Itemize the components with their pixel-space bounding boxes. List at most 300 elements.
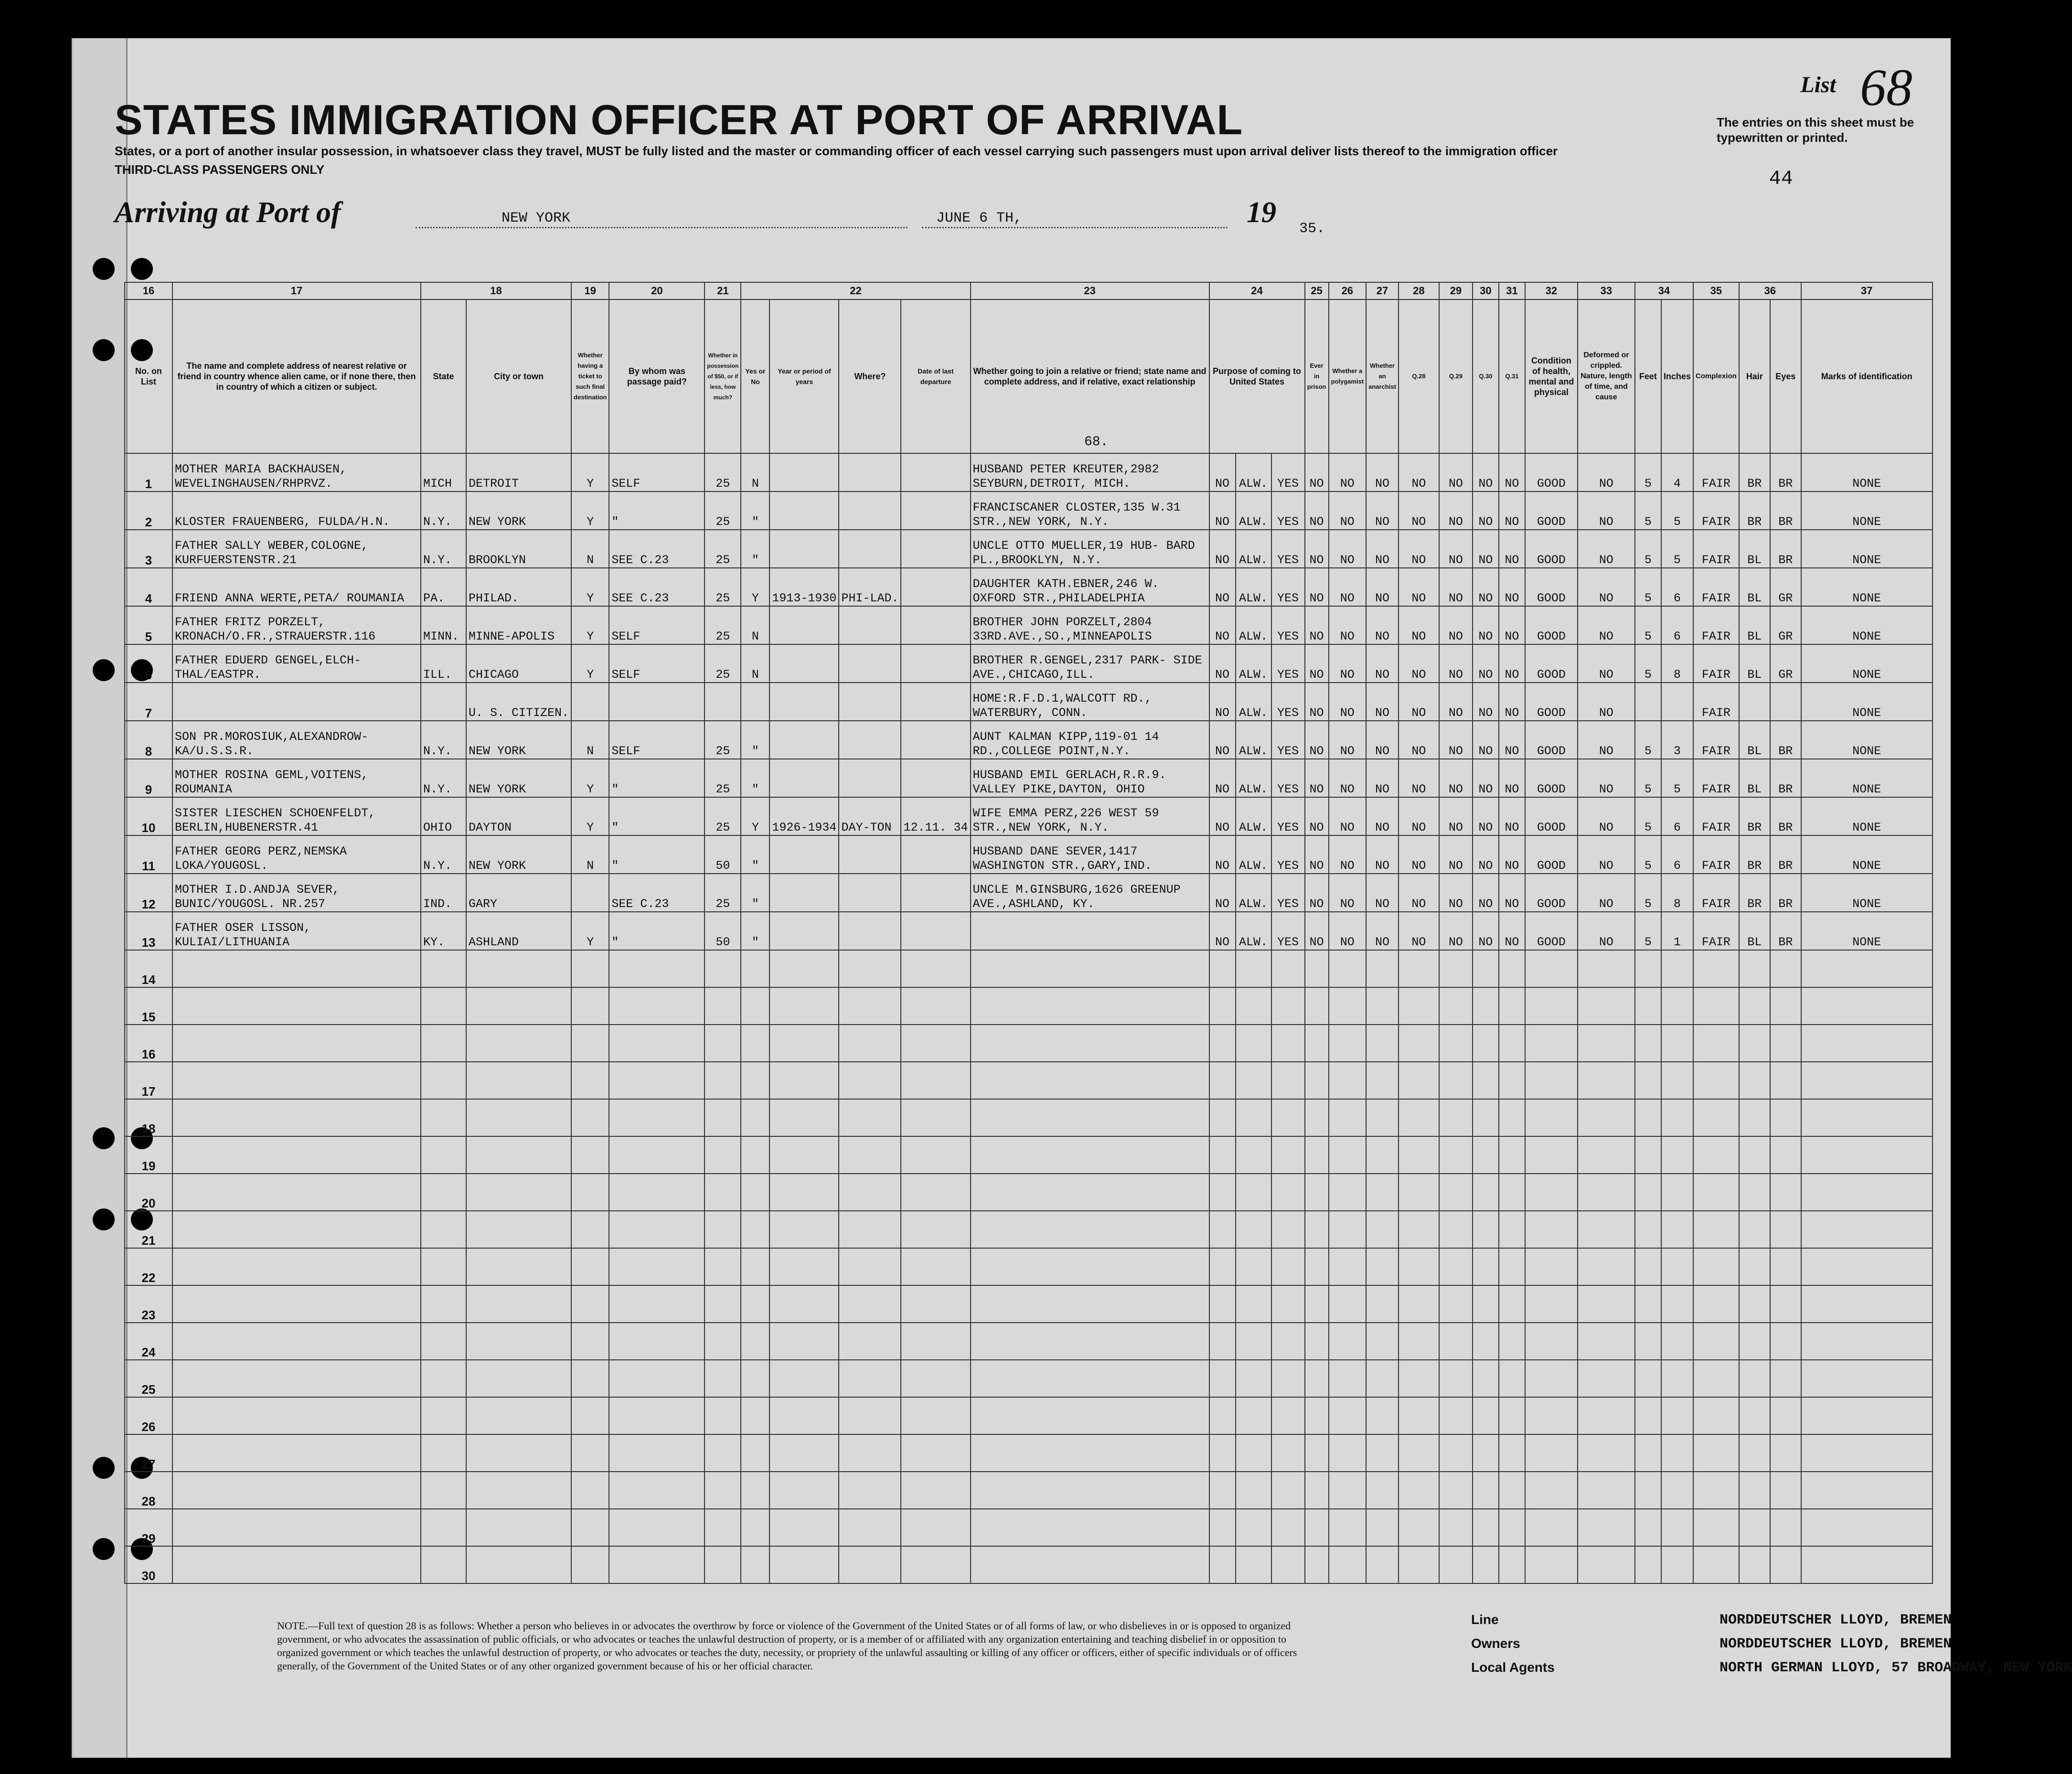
cell-yn: Y [741,797,769,835]
cell-deformed: NO [1578,759,1635,797]
cell-p2: ALW. [1236,530,1271,568]
cell-c25: NO [1305,874,1329,912]
cell-ticket: N [571,835,609,874]
table-row [125,874,1933,912]
cell-c29 [1439,1025,1473,1062]
cell-yn [741,950,769,987]
header-paid-by: By whom was passage paid? [609,299,705,453]
cell-health [1525,1472,1578,1509]
cell-eyes [1770,1211,1801,1248]
cell-paid: SEE C.23 [609,568,705,606]
cell-yn [741,683,769,721]
cell-p1 [1209,1025,1236,1062]
cell-c28: NO [1399,606,1439,644]
cell-money: 25 [705,530,741,568]
cell-money [705,1360,741,1397]
cell-where [839,530,901,568]
cell-ft: 5 [1635,721,1661,759]
cell-p1: NO [1209,835,1236,874]
cell-c26: NO [1329,835,1367,874]
cell-eyes: BR [1770,492,1801,530]
cell-ticket: Y [571,492,609,530]
cell-dep [901,606,970,644]
cell-c29 [1439,1062,1473,1099]
cell-c28 [1399,1025,1439,1062]
cell-ticket [571,987,609,1025]
cell-dep [901,1174,970,1211]
cell-p1: NO [1209,721,1236,759]
cell-period [769,1211,839,1248]
cell-c25: NO [1305,797,1329,835]
cell-paid [609,1136,705,1174]
cell-p3: YES [1271,721,1305,759]
cell-ticket [571,683,609,721]
cell-c26 [1329,950,1367,987]
cell-yn: " [741,530,769,568]
punch-hole [93,339,115,361]
cell-p3 [1271,1285,1305,1323]
cell-paid: " [609,835,705,874]
cell-c30 [1473,1285,1499,1323]
table-row [125,492,1933,530]
cell-in [1661,950,1693,987]
typewritten-note: The entries on this sheet must be typewritten or printed. [1717,115,1914,145]
cell-c25 [1305,1174,1329,1211]
cell-state [421,987,466,1025]
table-row [125,835,1933,874]
cell-comp [1693,987,1739,1025]
cell-deformed [1578,950,1635,987]
cell-where [839,721,901,759]
cell-eyes [1770,987,1801,1025]
cell-c26 [1329,1546,1367,1583]
cell-money [705,950,741,987]
cell-hair [1739,1360,1770,1397]
cell-yn [741,1360,769,1397]
cell-deformed [1578,1434,1635,1472]
cell-money [705,1285,741,1323]
cell-c31 [1499,1546,1525,1583]
cell-c31 [1499,1136,1525,1174]
cell-state: N.Y. [421,835,466,874]
cell-ticket: Y [571,912,609,950]
cell-ft [1635,950,1661,987]
cell-c29: NO [1439,759,1473,797]
cell-state: N.Y. [421,530,466,568]
cell-paid: SEE C.23 [609,530,705,568]
cell-ft: 5 [1635,874,1661,912]
cell-deformed [1578,1323,1635,1360]
cell-yn [741,1434,769,1472]
cell-c28 [1399,987,1439,1025]
cell-city: NEW YORK [466,492,571,530]
cell-c31 [1499,1025,1525,1062]
cell-comp [1693,1285,1739,1323]
cell-money [705,1211,741,1248]
col-number: 18 [421,282,571,299]
cell-marks [1801,1136,1933,1174]
cell-p3 [1271,1397,1305,1434]
cell-p3 [1271,950,1305,987]
cell-no: 6 [125,644,172,683]
table-row [125,606,1933,644]
cell-eyes [1770,1136,1801,1174]
cell-comp [1693,1248,1739,1285]
cell-marks [1801,1472,1933,1509]
date-field: JUNE 6 TH, [936,210,1023,226]
cell-c30: NO [1473,874,1499,912]
cell-comp [1693,1472,1739,1509]
cell-hair: BR [1739,453,1770,492]
cell-health [1525,1397,1578,1434]
cell-marks: NONE [1801,644,1933,683]
list-number: 68 [1860,58,1912,117]
cell-relative: FATHER OSER LISSON, KULIAI/LITHUANIA [172,912,421,950]
cell-no: 26 [125,1397,172,1434]
cell-c29: NO [1439,606,1473,644]
cell-c30 [1473,950,1499,987]
cell-join: BROTHER R.GENGEL,2317 PARK- SIDE AVE.,CHICAGO,ILL. [971,644,1209,683]
cell-comp: FAIR [1693,912,1739,950]
cell-c25 [1305,987,1329,1025]
cell-deformed [1578,1285,1635,1323]
cell-no: 10 [125,797,172,835]
cell-period [769,606,839,644]
cell-comp: FAIR [1693,797,1739,835]
cell-no: 28 [125,1472,172,1509]
cell-ft: 5 [1635,530,1661,568]
cell-eyes [1770,950,1801,987]
cell-p1 [1209,1434,1236,1472]
cell-money [705,1546,741,1583]
cell-c28: NO [1399,683,1439,721]
cell-deformed [1578,1174,1635,1211]
cell-c30: NO [1473,759,1499,797]
cell-ticket [571,1546,609,1583]
cell-c26 [1329,1434,1367,1472]
cell-c28: NO [1399,721,1439,759]
cell-health: GOOD [1525,568,1578,606]
cell-period [769,874,839,912]
cell-c27 [1366,1509,1399,1546]
cell-dep [901,453,970,492]
table-row [125,1434,1933,1472]
cell-c25: NO [1305,530,1329,568]
cell-ticket [571,1434,609,1472]
cell-c29: NO [1439,874,1473,912]
cell-deformed: NO [1578,721,1635,759]
cell-c30: NO [1473,835,1499,874]
cell-dep [901,1211,970,1248]
cell-city [466,1360,571,1397]
cell-yn: N [741,606,769,644]
cell-marks: NONE [1801,606,1933,644]
cell-p2 [1236,1434,1271,1472]
cell-c27 [1366,1174,1399,1211]
cell-comp [1693,1323,1739,1360]
col-number: 26 [1329,282,1367,299]
cell-in: 6 [1661,606,1693,644]
cell-c26: NO [1329,759,1367,797]
table-row [125,1546,1933,1583]
cell-c27 [1366,1546,1399,1583]
cell-join [971,1025,1209,1062]
cell-join: UNCLE M.GINSBURG,1626 GREENUP AVE.,ASHLAND, KY. [971,874,1209,912]
cell-where [839,1472,901,1509]
col-number: 37 [1801,282,1933,299]
col-number: 16 [125,282,172,299]
cell-where [839,1323,901,1360]
cell-c25: NO [1305,683,1329,721]
cell-relative: KLOSTER FRAUENBERG, FULDA/H.N. [172,492,421,530]
cell-marks [1801,987,1933,1025]
cell-join: WIFE EMMA PERZ,226 WEST 59 STR.,NEW YORK, N.Y. [971,797,1209,835]
cell-paid: " [609,797,705,835]
cell-period [769,1248,839,1285]
cell-p1 [1209,1360,1236,1397]
col-number: 31 [1499,282,1525,299]
cell-eyes: BR [1770,453,1801,492]
cell-p2: ALW. [1236,759,1271,797]
cell-eyes [1770,683,1801,721]
cell-c27 [1366,1323,1399,1360]
cell-money [705,683,741,721]
cell-c30: NO [1473,797,1499,835]
cell-dep [901,950,970,987]
cell-c25 [1305,1025,1329,1062]
cell-marks [1801,1211,1933,1248]
cell-in [1661,1546,1693,1583]
cell-in [1661,1174,1693,1211]
cell-c26: NO [1329,797,1367,835]
cell-eyes [1770,1025,1801,1062]
cell-p2: ALW. [1236,492,1271,530]
cell-in [1661,1509,1693,1546]
cell-comp [1693,950,1739,987]
cell-c29: NO [1439,912,1473,950]
cell-in [1661,1397,1693,1434]
header-hair: Hair [1739,299,1770,453]
table-row [125,1099,1933,1136]
header-joining: Whether going to join a relative or friend; state name and complete address, and if relative, exact relationship [971,299,1209,453]
cell-marks: NONE [1801,759,1933,797]
cell-dep [901,1062,970,1099]
cell-c29 [1439,987,1473,1025]
column-header-row [125,299,1933,453]
cell-hair [1739,683,1770,721]
cell-eyes: BR [1770,835,1801,874]
cell-period [769,1285,839,1323]
cell-deformed: NO [1578,453,1635,492]
arriving-label: Arriving at Port of [115,196,341,229]
cell-c25 [1305,1323,1329,1360]
cell-where [839,606,901,644]
cell-yn [741,1062,769,1099]
cell-hair [1739,1062,1770,1099]
cell-c27 [1366,1360,1399,1397]
cell-c27 [1366,987,1399,1025]
cell-where [839,1174,901,1211]
cell-marks: NONE [1801,568,1933,606]
cell-city: U. S. CITIZEN. [466,683,571,721]
cell-where [839,1136,901,1174]
cell-p3: YES [1271,797,1305,835]
cell-money [705,987,741,1025]
cell-p2 [1236,1472,1271,1509]
cell-c31: NO [1499,492,1525,530]
header-where: Where? [839,299,901,453]
cell-join [971,1099,1209,1136]
cell-comp [1693,1136,1739,1174]
cell-in [1661,1248,1693,1285]
cell-join [971,912,1209,950]
cell-eyes [1770,1509,1801,1546]
cell-health [1525,987,1578,1025]
cell-money [705,1248,741,1285]
cell-c27: NO [1366,759,1399,797]
cell-state: OHIO [421,797,466,835]
cell-c25: NO [1305,606,1329,644]
cell-c26 [1329,1025,1367,1062]
cell-state [421,1211,466,1248]
cell-no: 15 [125,987,172,1025]
cell-c29 [1439,1434,1473,1472]
cell-comp: FAIR [1693,568,1739,606]
cell-period [769,1472,839,1509]
line-label: Line [1471,1612,1499,1627]
cell-where [839,1285,901,1323]
cell-dep [901,874,970,912]
cell-deformed: NO [1578,683,1635,721]
cell-dep [901,530,970,568]
cell-join: UNCLE OTTO MUELLER,19 HUB- BARD PL.,BROOKLYN, N.Y. [971,530,1209,568]
cell-c25 [1305,1509,1329,1546]
cell-no: 5 [125,606,172,644]
cell-state [421,1062,466,1099]
cell-city [466,1546,571,1583]
cell-relative [172,1434,421,1472]
cell-ticket [571,1285,609,1323]
cell-c28 [1399,1434,1439,1472]
cell-c30 [1473,1136,1499,1174]
cell-c30 [1473,1099,1499,1136]
cell-p3: YES [1271,835,1305,874]
cell-p2 [1236,1136,1271,1174]
cell-in: 5 [1661,530,1693,568]
cell-c28: NO [1399,874,1439,912]
cell-relative [172,683,421,721]
cell-p1 [1209,1099,1236,1136]
cell-period [769,1099,839,1136]
cell-deformed [1578,1248,1635,1285]
cell-c31 [1499,1509,1525,1546]
cell-health [1525,1174,1578,1211]
header-prison: Ever in prison [1305,299,1329,453]
cell-join: HUSBAND PETER KREUTER,2982 SEYBURN,DETROIT, MICH. [971,453,1209,492]
cell-yn [741,1099,769,1136]
cell-in: 6 [1661,797,1693,835]
cell-p1 [1209,1248,1236,1285]
header-polygamist: Whether a polygamist [1329,299,1367,453]
cell-state: N.Y. [421,492,466,530]
cell-dep [901,912,970,950]
cell-period [769,1174,839,1211]
table-row [125,644,1933,683]
cell-c26: NO [1329,568,1367,606]
cell-p3: YES [1271,606,1305,644]
col-number: 32 [1525,282,1578,299]
cell-state [421,1248,466,1285]
cell-paid [609,1211,705,1248]
cell-city [466,1136,571,1174]
cell-dep [901,683,970,721]
cell-city: MINNE-APOLIS [466,606,571,644]
cell-relative [172,1360,421,1397]
cell-health [1525,950,1578,987]
cell-period: 1926-1934 [769,797,839,835]
manifest-table [124,282,1933,1584]
cell-p3: YES [1271,644,1305,683]
cell-paid: " [609,492,705,530]
cell-dep [901,568,970,606]
cell-p2 [1236,1174,1271,1211]
join-heading-number: 68. [1084,435,1109,449]
cell-paid: SELF [609,721,705,759]
cell-c31: NO [1499,568,1525,606]
cell-c31: NO [1499,874,1525,912]
cell-c26 [1329,1472,1367,1509]
cell-p2 [1236,1397,1271,1434]
cell-no: 18 [125,1099,172,1136]
cell-c26 [1329,1323,1367,1360]
cell-c30: NO [1473,912,1499,950]
cell-c27 [1366,1211,1399,1248]
cell-c27 [1366,1248,1399,1285]
cell-c30 [1473,1360,1499,1397]
cell-money: 25 [705,568,741,606]
cell-p3: YES [1271,759,1305,797]
cell-c31 [1499,987,1525,1025]
cell-yn: " [741,874,769,912]
cell-c25: NO [1305,721,1329,759]
cell-c30 [1473,1472,1499,1509]
cell-deformed [1578,1509,1635,1546]
cell-join [971,1248,1209,1285]
cell-ticket: Y [571,797,609,835]
cell-comp: FAIR [1693,835,1739,874]
cell-p1 [1209,1136,1236,1174]
cell-c28: NO [1399,568,1439,606]
cell-c28 [1399,950,1439,987]
cell-money: 25 [705,606,741,644]
cell-p1: NO [1209,644,1236,683]
cell-where [839,987,901,1025]
table-row [125,721,1933,759]
cell-hair: BL [1739,644,1770,683]
cell-in [1661,1025,1693,1062]
header-inches: Inches [1661,299,1693,453]
cell-yn [741,1397,769,1434]
cell-marks [1801,1025,1933,1062]
cell-c26 [1329,1099,1367,1136]
cell-p1 [1209,950,1236,987]
cell-dep [901,835,970,874]
cell-hair [1739,1546,1770,1583]
cell-hair [1739,1248,1770,1285]
cell-marks: NONE [1801,683,1933,721]
cell-no: 11 [125,835,172,874]
cell-ticket [571,1323,609,1360]
